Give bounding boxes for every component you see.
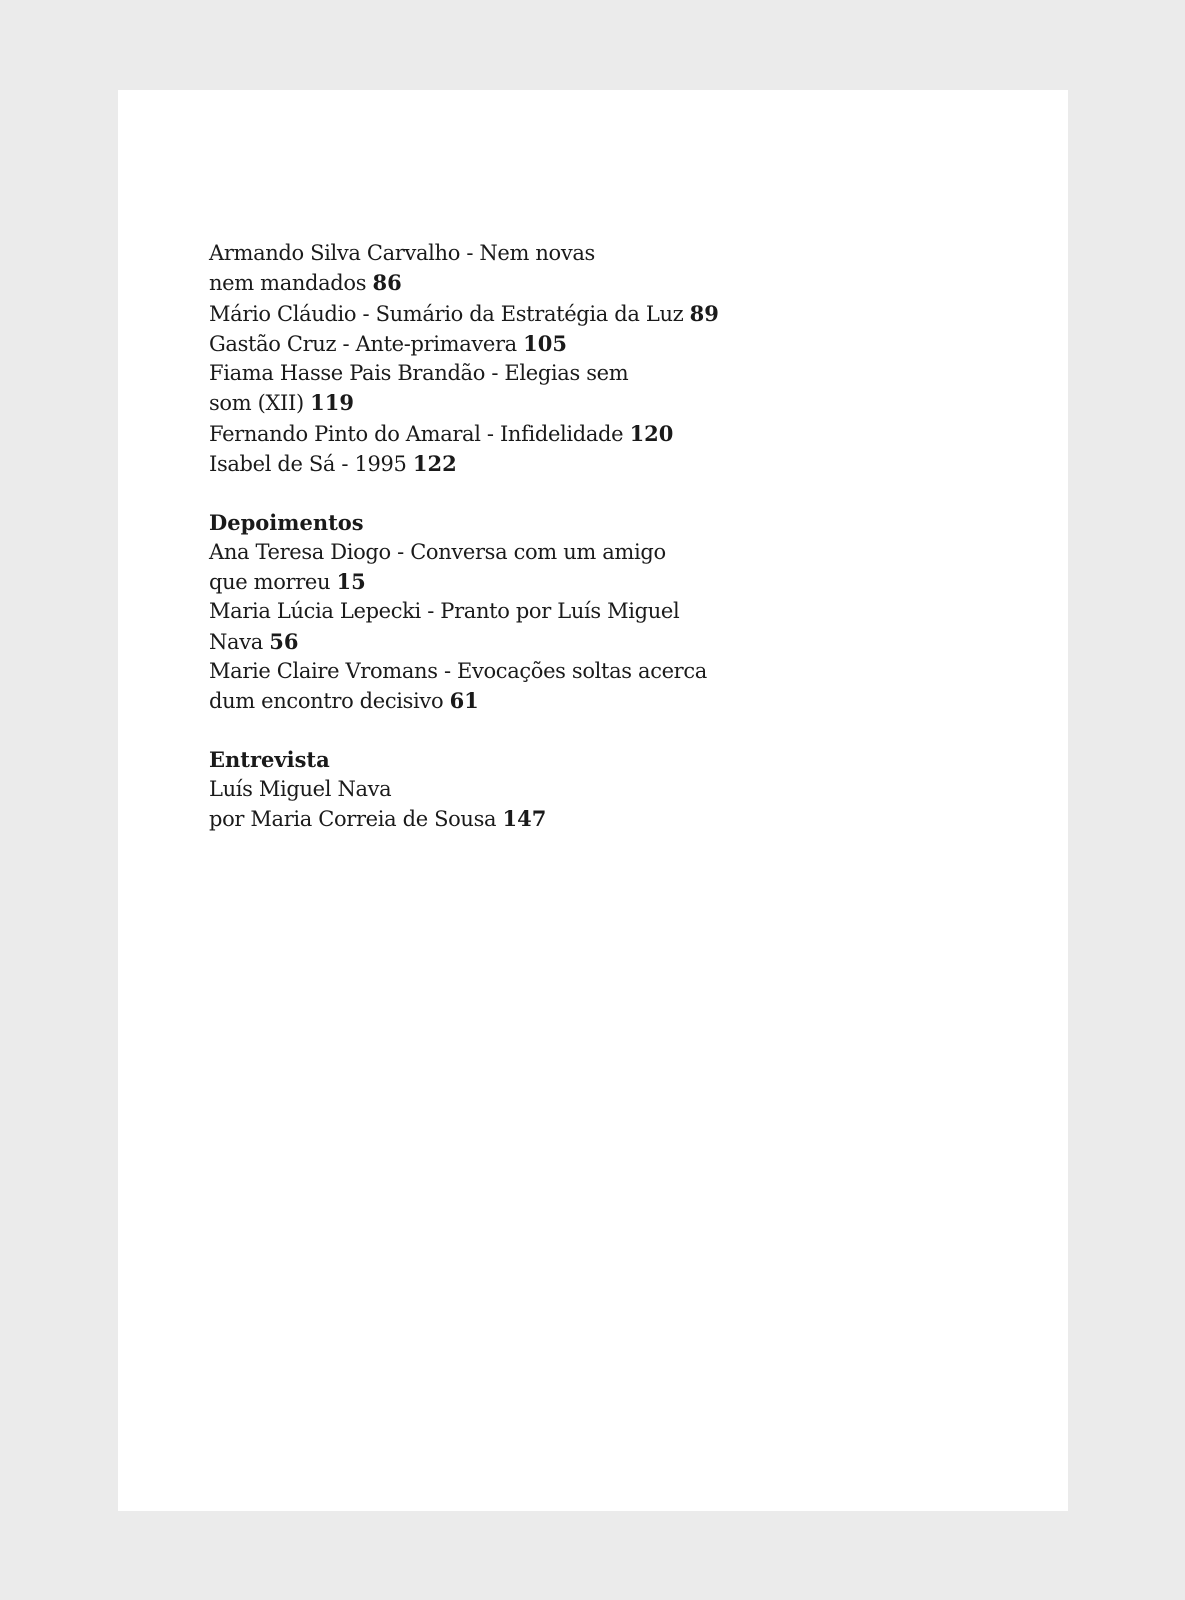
toc-entry-title-line-wrap xyxy=(209,567,769,597)
table-of-contents xyxy=(209,239,769,834)
toc-entry-title-line: por Maria Correia de Sousa xyxy=(209,807,503,832)
toc-entry-title-line-wrap xyxy=(209,388,769,418)
toc-entry-title-line-wrap xyxy=(209,449,769,479)
toc-entry xyxy=(209,239,769,299)
toc-entry-page-number: 119 xyxy=(310,390,354,416)
toc-entry-title-line: Armando Silva Carvalho - Nem novas xyxy=(209,241,595,265)
toc-entry-title-line-wrap xyxy=(209,299,769,329)
toc-entry-title-line-wrap xyxy=(209,329,769,359)
toc-entry-page-number: 15 xyxy=(336,568,366,594)
toc-entry xyxy=(209,775,769,835)
toc-entry-title-line: Marie Claire Vromans - Evocações soltas acerca xyxy=(209,658,707,683)
toc-entry-title-line: Isabel de Sá - 1995 xyxy=(209,452,413,477)
toc-entry-title-line: Mário Cláudio - Sumário da Estratégia da Luz xyxy=(209,301,690,326)
toc-entry xyxy=(209,597,769,657)
toc-entry-page-number: 122 xyxy=(412,451,457,477)
toc-entry-title-line: que morreu xyxy=(209,569,337,594)
toc-entry xyxy=(209,359,769,419)
toc-entry-title-line: Gastão Cruz - Ante-primavera xyxy=(209,331,524,356)
toc-entry-title-line-wrap xyxy=(209,627,769,657)
toc-entry-title-line: som (XII) xyxy=(209,391,311,416)
toc-entry-page-number: 89 xyxy=(689,300,719,326)
toc-entry-page-number: 61 xyxy=(449,688,479,714)
toc-entry-title-line: Nava xyxy=(209,629,270,654)
toc-entry-title-line-wrap xyxy=(209,804,769,834)
toc-entry-title-line: Fiama Hasse Pais Brandão - Elegias sem xyxy=(209,361,629,386)
toc-entry-title-line-wrap xyxy=(209,419,769,449)
toc-entry xyxy=(209,299,769,329)
toc-entry-page-number: 147 xyxy=(502,806,547,832)
section-heading-depoimentos: Depoimentos xyxy=(209,510,364,536)
toc-entry-page-number: 120 xyxy=(629,420,674,446)
toc-entry-title-line: dum encontro decisivo xyxy=(209,689,450,714)
toc-entry-title-line-wrap xyxy=(209,686,769,716)
document-page xyxy=(118,90,1068,1511)
section-heading-entrevista: Entrevista xyxy=(209,747,330,773)
toc-entry xyxy=(209,449,769,479)
toc-entry-page-number: 86 xyxy=(372,270,402,296)
toc-entry-title-line: Ana Teresa Diogo - Conversa com um amigo xyxy=(209,539,666,564)
toc-entry-title-line: Luís Miguel Nava xyxy=(209,776,392,801)
section-spacer xyxy=(209,479,769,508)
toc-entry xyxy=(209,329,769,359)
toc-entry-page-number: 105 xyxy=(523,330,567,356)
toc-entry xyxy=(209,419,769,449)
toc-entry xyxy=(209,657,769,717)
toc-entry xyxy=(209,538,769,598)
section-spacer xyxy=(209,716,769,745)
toc-entry-page-number: 56 xyxy=(269,628,299,654)
toc-entry-title-line: nem mandados xyxy=(209,271,373,296)
toc-entry-title-line-wrap xyxy=(209,268,769,298)
toc-entry-title-line: Maria Lúcia Lepecki - Pranto por Luís Miguel xyxy=(209,599,680,624)
toc-entry-title-line: Fernando Pinto do Amaral - Infidelidade xyxy=(209,421,630,446)
